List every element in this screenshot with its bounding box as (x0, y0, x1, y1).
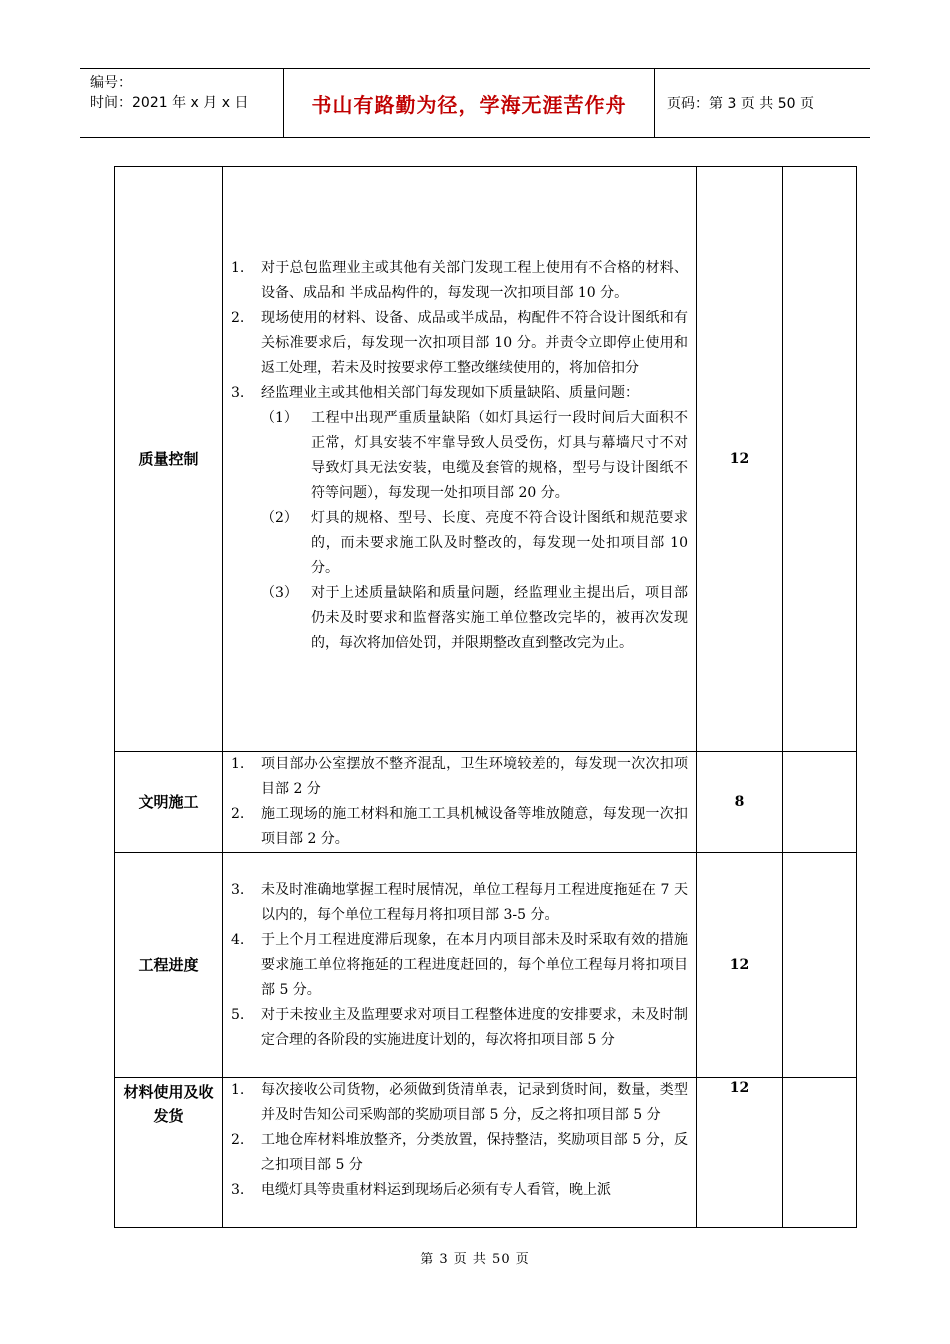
page-info: 页码：第 3 页 共 50 页 (667, 96, 814, 112)
list-item: 5. 对于未按业主及监理要求对项目工程整体进度的安排要求，未及时制定合理的各阶段的实施进度计划的，每次将扣项目部 5 分 (231, 1006, 688, 1048)
list-item: 3. 电缆灯具等贵重材料运到现场后必须有专人看管，晚上派 (231, 1182, 611, 1198)
score-cell: 12 (697, 1078, 783, 1228)
sub-item: （1） 工程中出现严重质量缺陷（如灯具运行一段时间后大面积不正常，灯具安装不牢靠导致人员受伤，灯具与幕墙尺寸不对导致灯具无法安装，电缆及套管的规格，型号与设计图纸不符等问题），每发现一处扣项目部 20 分。 (261, 410, 688, 501)
table-row (115, 167, 857, 752)
list-item: 2. 工地仓库材料堆放整齐，分类放置，保持整洁，奖励项目部 5 分，反之扣项目部 5 分 (231, 1132, 688, 1173)
category-cell: 文明施工 (115, 752, 223, 853)
page-header (80, 68, 870, 138)
score-cell: 12 (697, 167, 783, 752)
time-label: 时间：2021 年 x 月 x 日 (90, 95, 249, 111)
table-row (115, 752, 857, 853)
content-cell (223, 167, 697, 752)
code-label: 编号： (90, 75, 132, 91)
blank-cell (783, 752, 857, 853)
list-item: 3. 经监理业主或其他相关部门每发现如下质量缺陷、质量问题： (231, 385, 639, 401)
category-cell: 工程进度 (115, 853, 223, 1078)
content-cell (223, 853, 697, 1078)
list-item: 2. 现场使用的材料、设备、成品或半成品，构配件不符合设计图纸和有关标准要求后，每发现一次扣项目部 10 分。并责令立即停止使用和返工处理，若未及时按要求停工整改继续使用的，将加倍扣分 (231, 310, 688, 376)
sub-item: （2） 灯具的规格、型号、长度、亮度不符合设计图纸和规范要求的，而未要求施工队及时整改的，每发现一处扣项目部 10 分。 (261, 510, 688, 576)
motto: 书山有路勤为径，学海无涯苦作舟 (284, 69, 655, 137)
blank-cell (783, 853, 857, 1078)
page-footer: 第 3 页 共 50 页 (420, 1252, 530, 1267)
content-cell (223, 752, 697, 853)
score-cell: 12 (697, 853, 783, 1078)
list-item: 1. 每次接收公司货物，必须做到货清单表，记录到货时间，数量，类型并及时告知公司采购部的奖励项目部 5 分，反之将扣项目部 5 分 (231, 1082, 688, 1123)
score-cell: 8 (697, 752, 783, 853)
category-cell: 材料使用及收发货 (115, 1078, 223, 1228)
list-item: 4. 于上个月工程进度滞后现象，在本月内项目部未及时采取有效的措施要求施工单位将拖延的工程进度赶回的，每个单位工程每月将扣项目部 5 分。 (231, 931, 688, 998)
list-item: 1. 项目部办公室摆放不整齐混乱，卫生环境较差的，每发现一次次扣项目部 2 分 (231, 756, 688, 797)
table-row (115, 1078, 857, 1228)
header-meta (80, 69, 284, 137)
content-cell (223, 1078, 697, 1228)
category-cell: 质量控制 (115, 167, 223, 752)
table-row (115, 853, 857, 1078)
assessment-table (114, 166, 857, 1228)
list-item: 3. 未及时准确地掌握工程时展情况，单位工程每月工程进度拖延在 7 天以内的，每个单位工程每月将扣项目部 3-5 分。 (231, 881, 688, 923)
sub-item: （3） 对于上述质量缺陷和质量问题，经监理业主提出后，项目部仍未及时要求和监督落实施工单位整改完毕的，被再次发现的，每次将加倍处罚，并限期整改直到整改完为止。 (261, 585, 688, 651)
blank-cell (783, 167, 857, 752)
blank-cell (783, 1078, 857, 1228)
list-item: 2. 施工现场的施工材料和施工工具机械设备等堆放随意，每发现一次扣项目部 2 分。 (231, 806, 688, 847)
list-item: 1. 对于总包监理业主或其他有关部门发现工程上使用有不合格的材料、设备、成品和 半成品构件的，每发现一次扣项目部 10 分。 (231, 260, 688, 301)
